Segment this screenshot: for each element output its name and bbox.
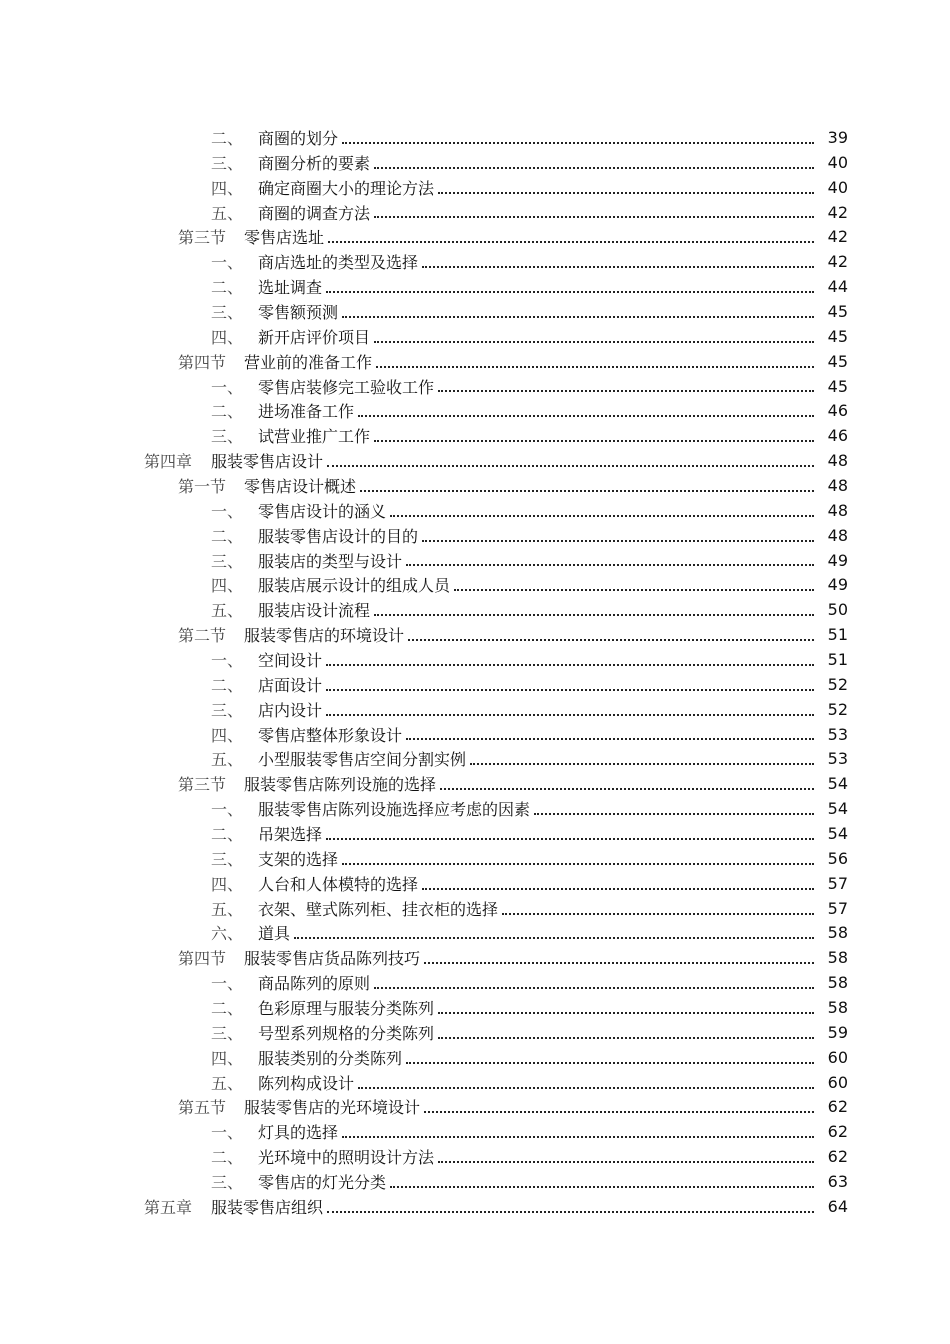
dot-leader bbox=[440, 770, 814, 790]
dot-leader bbox=[422, 248, 814, 268]
toc-entry-page-number: 58 bbox=[827, 998, 848, 1017]
toc-entry-item[interactable] bbox=[0, 697, 950, 722]
toc-entry-item[interactable] bbox=[0, 324, 950, 349]
toc-entry-page-number: 39 bbox=[827, 127, 848, 147]
toc-entry-item[interactable] bbox=[0, 423, 950, 448]
toc-entry-chapter[interactable] bbox=[0, 448, 950, 473]
toc-entry-page-number: 48 bbox=[827, 500, 848, 520]
toc-entry-title: 服装零售店的光环境设计 bbox=[244, 1098, 421, 1118]
toc-entry-number: 三、 bbox=[211, 153, 244, 173]
toc-entry-item[interactable] bbox=[0, 1045, 950, 1070]
toc-entry-number: 三、 bbox=[211, 427, 244, 447]
toc-entry-title: 服装零售店货品陈列技巧 bbox=[244, 949, 421, 969]
dot-leader bbox=[358, 1069, 814, 1089]
toc-entry-item[interactable] bbox=[0, 274, 950, 299]
toc-entry-number: 一、 bbox=[211, 650, 244, 670]
dot-leader bbox=[326, 820, 814, 840]
toc-entry-title: 灯具的选择 bbox=[258, 1123, 339, 1143]
dot-leader bbox=[374, 149, 814, 169]
toc-entry-page-number: 42 bbox=[827, 252, 848, 272]
dot-leader bbox=[424, 944, 814, 964]
toc-entry-item[interactable] bbox=[0, 821, 950, 846]
toc-entry-title: 营业前的准备工作 bbox=[244, 352, 373, 372]
toc-entry-page-number: 42 bbox=[827, 202, 848, 222]
toc-entry-number: 二、 bbox=[211, 675, 244, 695]
toc-entry-page-number: 59 bbox=[827, 1022, 848, 1042]
toc-entry-title: 店面设计 bbox=[258, 675, 323, 695]
toc-entry-title: 服装店的类型与设计 bbox=[258, 551, 403, 571]
toc-entry-page-number: 54 bbox=[827, 823, 848, 843]
dot-leader bbox=[374, 969, 814, 989]
toc-entry-title: 店内设计 bbox=[258, 700, 323, 720]
toc-entry-title: 服装零售店的环境设计 bbox=[244, 626, 405, 646]
dot-leader bbox=[390, 497, 814, 517]
toc-entry-page-number: 46 bbox=[827, 426, 848, 446]
toc-entry-item[interactable] bbox=[0, 398, 950, 423]
toc-entry-page-number: 62 bbox=[827, 1097, 848, 1117]
toc-entry-page-number: 58 bbox=[827, 973, 848, 993]
toc-entry-page-number: 40 bbox=[827, 152, 848, 172]
toc-entry-title: 商圈分析的要素 bbox=[258, 153, 371, 173]
dot-leader bbox=[358, 397, 814, 417]
toc-entry-number: 二、 bbox=[211, 824, 244, 844]
toc-entry-section[interactable] bbox=[0, 224, 950, 249]
toc-entry-page-number: 52 bbox=[827, 699, 848, 719]
dot-leader bbox=[454, 571, 814, 591]
toc-entry-number: 一、 bbox=[211, 253, 244, 273]
toc-entry-page-number: 40 bbox=[827, 177, 848, 197]
toc-entry-title: 零售店设计的涵义 bbox=[258, 501, 387, 521]
toc-entry-page-number: 48 bbox=[827, 525, 848, 545]
toc-entry-title: 服装零售店陈列设施的选择 bbox=[244, 775, 437, 795]
dot-leader bbox=[326, 646, 814, 666]
dot-leader bbox=[374, 596, 814, 616]
toc-entry-page-number: 56 bbox=[827, 848, 848, 868]
dot-leader bbox=[326, 696, 814, 716]
toc-entry-title: 服装零售店设计 bbox=[211, 452, 324, 472]
toc-entry-title: 零售额预测 bbox=[258, 302, 339, 322]
toc-entry-section[interactable] bbox=[0, 771, 950, 796]
toc-entry-item[interactable] bbox=[0, 722, 950, 747]
toc-entry-number: 一、 bbox=[211, 377, 244, 397]
toc-entry-title: 空间设计 bbox=[258, 650, 323, 670]
dot-leader bbox=[342, 845, 814, 865]
toc-entry-number: 四、 bbox=[211, 576, 244, 596]
dot-leader bbox=[326, 671, 814, 691]
toc-entry-number: 二、 bbox=[211, 1148, 244, 1168]
dot-leader bbox=[374, 323, 814, 343]
dot-leader bbox=[390, 1168, 814, 1188]
toc-entry-title: 零售店选址 bbox=[244, 228, 325, 248]
toc-entry-page-number: 60 bbox=[827, 1072, 848, 1092]
dot-leader bbox=[326, 273, 814, 293]
toc-entry-page-number: 58 bbox=[827, 948, 848, 968]
toc-entry-page-number: 57 bbox=[827, 873, 848, 893]
toc-entry-page-number: 48 bbox=[827, 475, 848, 495]
dot-leader bbox=[422, 522, 814, 542]
dot-leader bbox=[374, 198, 814, 218]
toc-entry-page-number: 45 bbox=[827, 326, 848, 346]
toc-entry-number: 四、 bbox=[211, 725, 244, 745]
toc-entry-title: 服装店展示设计的组成人员 bbox=[258, 576, 451, 596]
toc-entry-number: 四、 bbox=[211, 178, 244, 198]
dot-leader bbox=[327, 447, 814, 467]
toc-entry-item[interactable] bbox=[0, 523, 950, 548]
toc-entry-number: 第四章 bbox=[144, 452, 193, 472]
dot-leader bbox=[424, 1093, 814, 1113]
toc-entry-item[interactable] bbox=[0, 746, 950, 771]
dot-leader bbox=[328, 223, 814, 243]
toc-entry-number: 一、 bbox=[211, 974, 244, 994]
toc-entry-section[interactable] bbox=[0, 473, 950, 498]
dot-leader bbox=[342, 298, 814, 318]
toc-entry-item[interactable] bbox=[0, 125, 950, 150]
dot-leader bbox=[408, 621, 814, 641]
dot-leader bbox=[342, 124, 814, 144]
toc-entry-page-number: 62 bbox=[827, 1122, 848, 1142]
toc-entry-title: 商店选址的类型及选择 bbox=[258, 253, 419, 273]
toc-entry-number: 四、 bbox=[211, 874, 244, 894]
toc-entry-item[interactable] bbox=[0, 970, 950, 995]
toc-entry-number: 一、 bbox=[211, 800, 244, 820]
toc-entry-page-number: 62 bbox=[827, 1147, 848, 1167]
dot-leader bbox=[374, 422, 814, 442]
toc-entry-title: 商圈的调查方法 bbox=[258, 203, 371, 223]
toc-entry-number: 二、 bbox=[211, 999, 244, 1018]
toc-entry-page-number: 49 bbox=[827, 550, 848, 570]
toc-entry-page-number: 46 bbox=[827, 401, 848, 421]
dot-leader bbox=[406, 720, 814, 740]
toc-entry-page-number: 45 bbox=[827, 301, 848, 321]
dot-leader bbox=[406, 546, 814, 566]
dot-leader bbox=[327, 1193, 814, 1213]
toc-entry-page-number: 45 bbox=[827, 376, 848, 396]
toc-entry-item[interactable] bbox=[0, 572, 950, 597]
toc-entry-page-number: 60 bbox=[827, 1047, 848, 1067]
dot-leader bbox=[470, 745, 814, 765]
dot-leader bbox=[438, 994, 814, 1014]
toc-entry-number: 二、 bbox=[211, 526, 244, 546]
toc-entry-section[interactable] bbox=[0, 349, 950, 374]
dot-leader bbox=[438, 1143, 814, 1163]
toc-entry-item[interactable] bbox=[0, 1169, 950, 1194]
toc-entry-page-number: 48 bbox=[827, 451, 848, 471]
toc-entry-page-number: 64 bbox=[827, 1196, 848, 1216]
toc-entry-page-number: 54 bbox=[827, 799, 848, 819]
toc-entry-page-number: 49 bbox=[827, 575, 848, 595]
toc-entry-number: 五、 bbox=[211, 899, 244, 919]
toc-entry-title: 选址调查 bbox=[258, 278, 323, 298]
toc-entry-number: 五、 bbox=[211, 1073, 244, 1093]
toc-entry-title: 色彩原理与服装分类陈列 bbox=[258, 999, 435, 1018]
toc-entry-item[interactable] bbox=[0, 200, 950, 225]
toc-entry-page-number: 53 bbox=[827, 724, 848, 744]
toc-entry-item[interactable] bbox=[0, 846, 950, 871]
toc-entry-page-number: 52 bbox=[827, 674, 848, 694]
toc-entry-item[interactable] bbox=[0, 995, 950, 1020]
toc-entry-section[interactable] bbox=[0, 1095, 950, 1120]
toc-entry-page-number: 58 bbox=[827, 923, 848, 943]
toc-entry-page-number: 42 bbox=[827, 227, 848, 247]
toc-entry-number: 第三节 bbox=[178, 228, 227, 248]
dot-leader bbox=[502, 895, 814, 915]
toc-entry-number: 六、 bbox=[211, 924, 244, 944]
toc-entry-title: 确定商圈大小的理论方法 bbox=[258, 178, 435, 198]
toc-entry-title: 小型服装零售店空间分割实例 bbox=[258, 750, 467, 770]
toc-entry-item[interactable] bbox=[0, 374, 950, 399]
toc-entry-title: 号型系列规格的分类陈列 bbox=[258, 1023, 435, 1043]
toc-entry-title: 进场准备工作 bbox=[258, 402, 355, 422]
toc-entry-number: 第三节 bbox=[178, 775, 227, 795]
toc-entry-item[interactable] bbox=[0, 1119, 950, 1144]
toc-entry-title: 服装零售店陈列设施选择应考虑的因素 bbox=[258, 800, 531, 820]
toc-entry-title: 衣架、壁式陈列柜、挂衣柜的选择 bbox=[258, 899, 499, 919]
dot-leader bbox=[438, 372, 814, 392]
toc-entry-item[interactable] bbox=[0, 249, 950, 274]
toc-entry-title: 人台和人体模特的选择 bbox=[258, 874, 419, 894]
toc-entry-item[interactable] bbox=[0, 150, 950, 175]
toc-entry-title: 服装类别的分类陈列 bbox=[258, 1048, 403, 1068]
dot-leader bbox=[422, 870, 814, 890]
toc-entry-page-number: 57 bbox=[827, 898, 848, 918]
toc-entry-number: 二、 bbox=[211, 278, 244, 298]
dot-leader bbox=[294, 919, 814, 939]
toc-entry-number: 第二节 bbox=[178, 626, 227, 646]
toc-entry-number: 三、 bbox=[211, 849, 244, 869]
toc-entry-item[interactable] bbox=[0, 796, 950, 821]
toc-entry-title: 服装零售店组织 bbox=[211, 1197, 324, 1217]
dot-leader bbox=[376, 348, 814, 368]
toc-entry-title: 零售店整体形象设计 bbox=[258, 725, 403, 745]
toc-entry-title: 新开店评价项目 bbox=[258, 327, 371, 347]
toc-entry-item[interactable] bbox=[0, 896, 950, 921]
toc-entry-number: 三、 bbox=[211, 1023, 244, 1043]
toc-entry-title: 零售店的灯光分类 bbox=[258, 1173, 387, 1193]
toc-entry-number: 五、 bbox=[211, 601, 244, 621]
toc-entry-number: 第一节 bbox=[178, 476, 227, 496]
dot-leader bbox=[438, 1019, 814, 1039]
toc-entry-number: 三、 bbox=[211, 302, 244, 322]
toc-entry-number: 第四节 bbox=[178, 949, 227, 969]
toc-entry-title: 试营业推广工作 bbox=[258, 427, 371, 447]
toc-entry-page-number: 44 bbox=[827, 277, 848, 297]
toc-entry-number: 二、 bbox=[211, 402, 244, 422]
dot-leader bbox=[534, 795, 814, 815]
toc-entry-title: 服装店设计流程 bbox=[258, 601, 371, 621]
toc-entry-item[interactable] bbox=[0, 1144, 950, 1169]
dot-leader bbox=[438, 174, 814, 194]
toc-entry-item[interactable] bbox=[0, 647, 950, 672]
toc-entry-page-number: 63 bbox=[827, 1172, 848, 1192]
toc-entry-title: 道具 bbox=[258, 924, 291, 944]
toc-entry-number: 第五节 bbox=[178, 1098, 227, 1118]
toc-entry-item[interactable] bbox=[0, 597, 950, 622]
toc-entry-number: 三、 bbox=[211, 700, 244, 720]
toc-entry-section[interactable] bbox=[0, 945, 950, 970]
toc-entry-title: 商品陈列的原则 bbox=[258, 974, 371, 994]
toc-entry-number: 第五章 bbox=[144, 1197, 193, 1217]
dot-leader bbox=[406, 1044, 814, 1064]
toc-entry-item[interactable] bbox=[0, 498, 950, 523]
toc-entry-page-number: 54 bbox=[827, 774, 848, 794]
table-of-contents bbox=[0, 125, 950, 1219]
toc-entry-number: 第四节 bbox=[178, 352, 227, 372]
toc-entry-number: 四、 bbox=[211, 327, 244, 347]
toc-entry-title: 零售店装修完工验收工作 bbox=[258, 377, 435, 397]
toc-entry-item[interactable] bbox=[0, 1070, 950, 1095]
toc-entry-page-number: 50 bbox=[827, 600, 848, 620]
toc-entry-number: 一、 bbox=[211, 1123, 244, 1143]
toc-entry-item[interactable] bbox=[0, 672, 950, 697]
toc-entry-item[interactable] bbox=[0, 175, 950, 200]
toc-entry-item[interactable] bbox=[0, 548, 950, 573]
toc-entry-title: 光环境中的照明设计方法 bbox=[258, 1148, 435, 1168]
toc-entry-number: 三、 bbox=[211, 551, 244, 571]
toc-entry-page-number: 51 bbox=[827, 649, 848, 669]
toc-entry-number: 四、 bbox=[211, 1048, 244, 1068]
toc-entry-page-number: 45 bbox=[827, 351, 848, 371]
toc-entry-title: 零售店设计概述 bbox=[244, 476, 357, 496]
toc-entry-number: 三、 bbox=[211, 1173, 244, 1193]
toc-entry-number: 五、 bbox=[211, 750, 244, 770]
toc-entry-chapter[interactable] bbox=[0, 1194, 950, 1219]
toc-entry-page-number: 53 bbox=[827, 749, 848, 769]
toc-entry-number: 一、 bbox=[211, 501, 244, 521]
dot-leader bbox=[360, 472, 814, 492]
toc-entry-title: 支架的选择 bbox=[258, 849, 339, 869]
toc-entry-item[interactable] bbox=[0, 871, 950, 896]
toc-entry-number: 五、 bbox=[211, 203, 244, 223]
toc-entry-number: 二、 bbox=[211, 128, 244, 148]
toc-entry-title: 服装零售店设计的目的 bbox=[258, 526, 419, 546]
toc-entry-item[interactable] bbox=[0, 1020, 950, 1045]
toc-entry-item[interactable] bbox=[0, 299, 950, 324]
toc-entry-title: 吊架选择 bbox=[258, 824, 323, 844]
toc-entry-section[interactable] bbox=[0, 622, 950, 647]
toc-entry-page-number: 51 bbox=[827, 625, 848, 645]
toc-entry-item[interactable] bbox=[0, 921, 950, 946]
toc-entry-title: 陈列构成设计 bbox=[258, 1073, 355, 1093]
dot-leader bbox=[342, 1118, 814, 1138]
toc-entry-title: 商圈的划分 bbox=[258, 128, 339, 148]
